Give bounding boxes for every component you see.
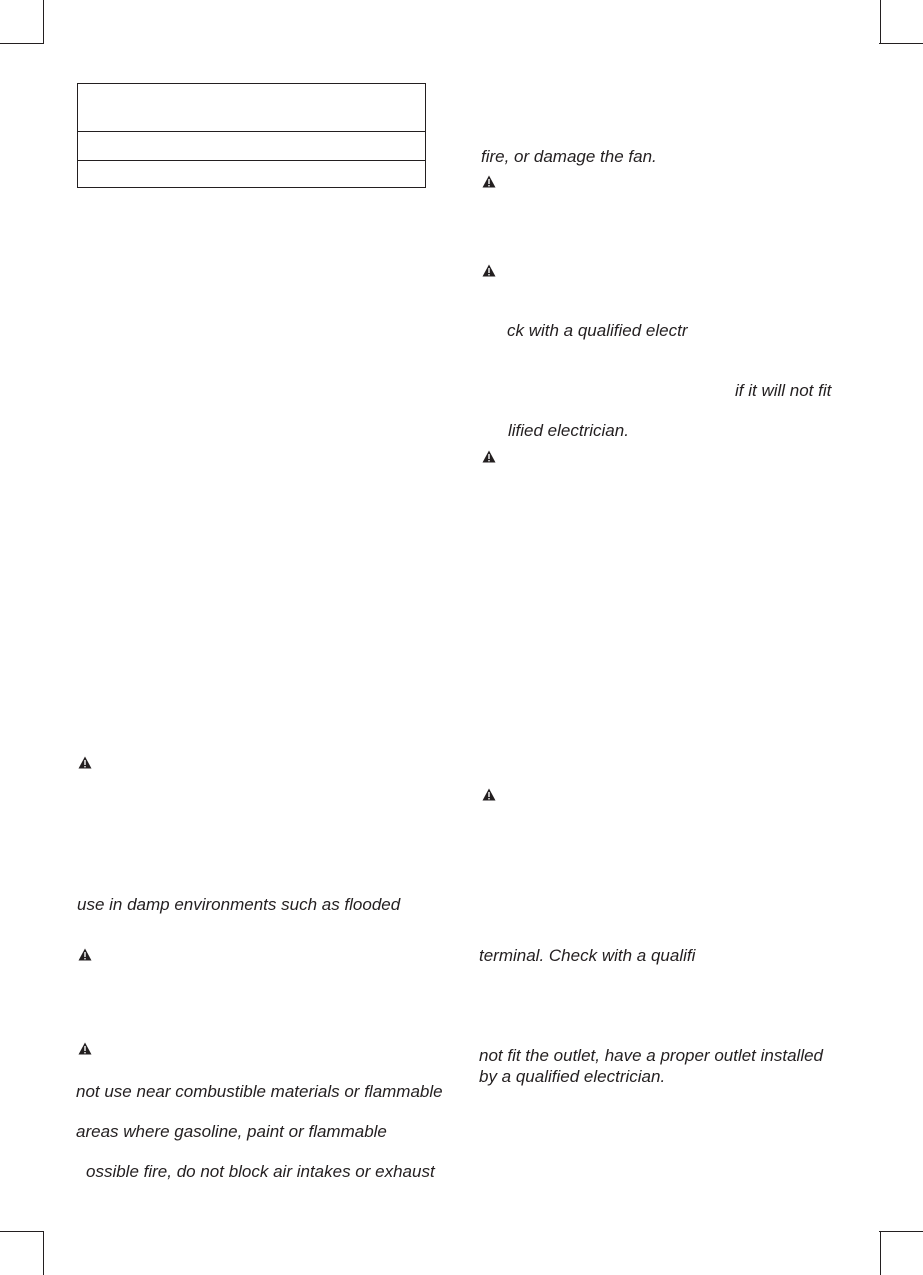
crop-mark-top-left-h: [0, 43, 44, 44]
text-line: fire, or damage the fan.: [481, 147, 657, 166]
header-table-row: [78, 84, 425, 132]
warning-triangle-icon: [482, 264, 496, 277]
text-line: not use near combustible materials or flammable: [76, 1082, 443, 1101]
crop-mark-top-right-v: [880, 0, 881, 44]
warning-triangle-icon: [78, 948, 92, 961]
text-line: lified electrician.: [508, 421, 629, 440]
crop-mark-top-left-v: [43, 0, 44, 44]
text-line: terminal. Check with a qualifi: [479, 946, 696, 965]
warning-triangle-icon: [482, 175, 496, 188]
text-line: areas where gasoline, paint or flammable: [76, 1122, 387, 1141]
crop-mark-bottom-right-v: [880, 1231, 881, 1275]
warning-triangle-icon: [78, 1042, 92, 1055]
header-table: [77, 83, 426, 188]
text-line: by a qualified electrician.: [479, 1067, 666, 1086]
text-line: use in damp environments such as flooded: [77, 895, 401, 914]
header-table-row: [78, 131, 425, 161]
crop-mark-bottom-left-h: [0, 1231, 44, 1232]
warning-triangle-icon: [78, 756, 92, 769]
text-line: if it will not fit: [735, 381, 832, 400]
text-line: not fit the outlet, have a proper outlet installed: [479, 1046, 824, 1065]
warning-triangle-icon: [482, 450, 496, 463]
text-line: ck with a qualified electr: [507, 321, 688, 340]
crop-mark-bottom-left-v: [43, 1231, 44, 1275]
warning-triangle-icon: [482, 788, 496, 801]
crop-mark-top-right-h: [879, 43, 923, 44]
text-line: ossible fire, do not block air intakes or exhaust: [86, 1162, 435, 1181]
crop-mark-bottom-right-h: [879, 1231, 923, 1232]
